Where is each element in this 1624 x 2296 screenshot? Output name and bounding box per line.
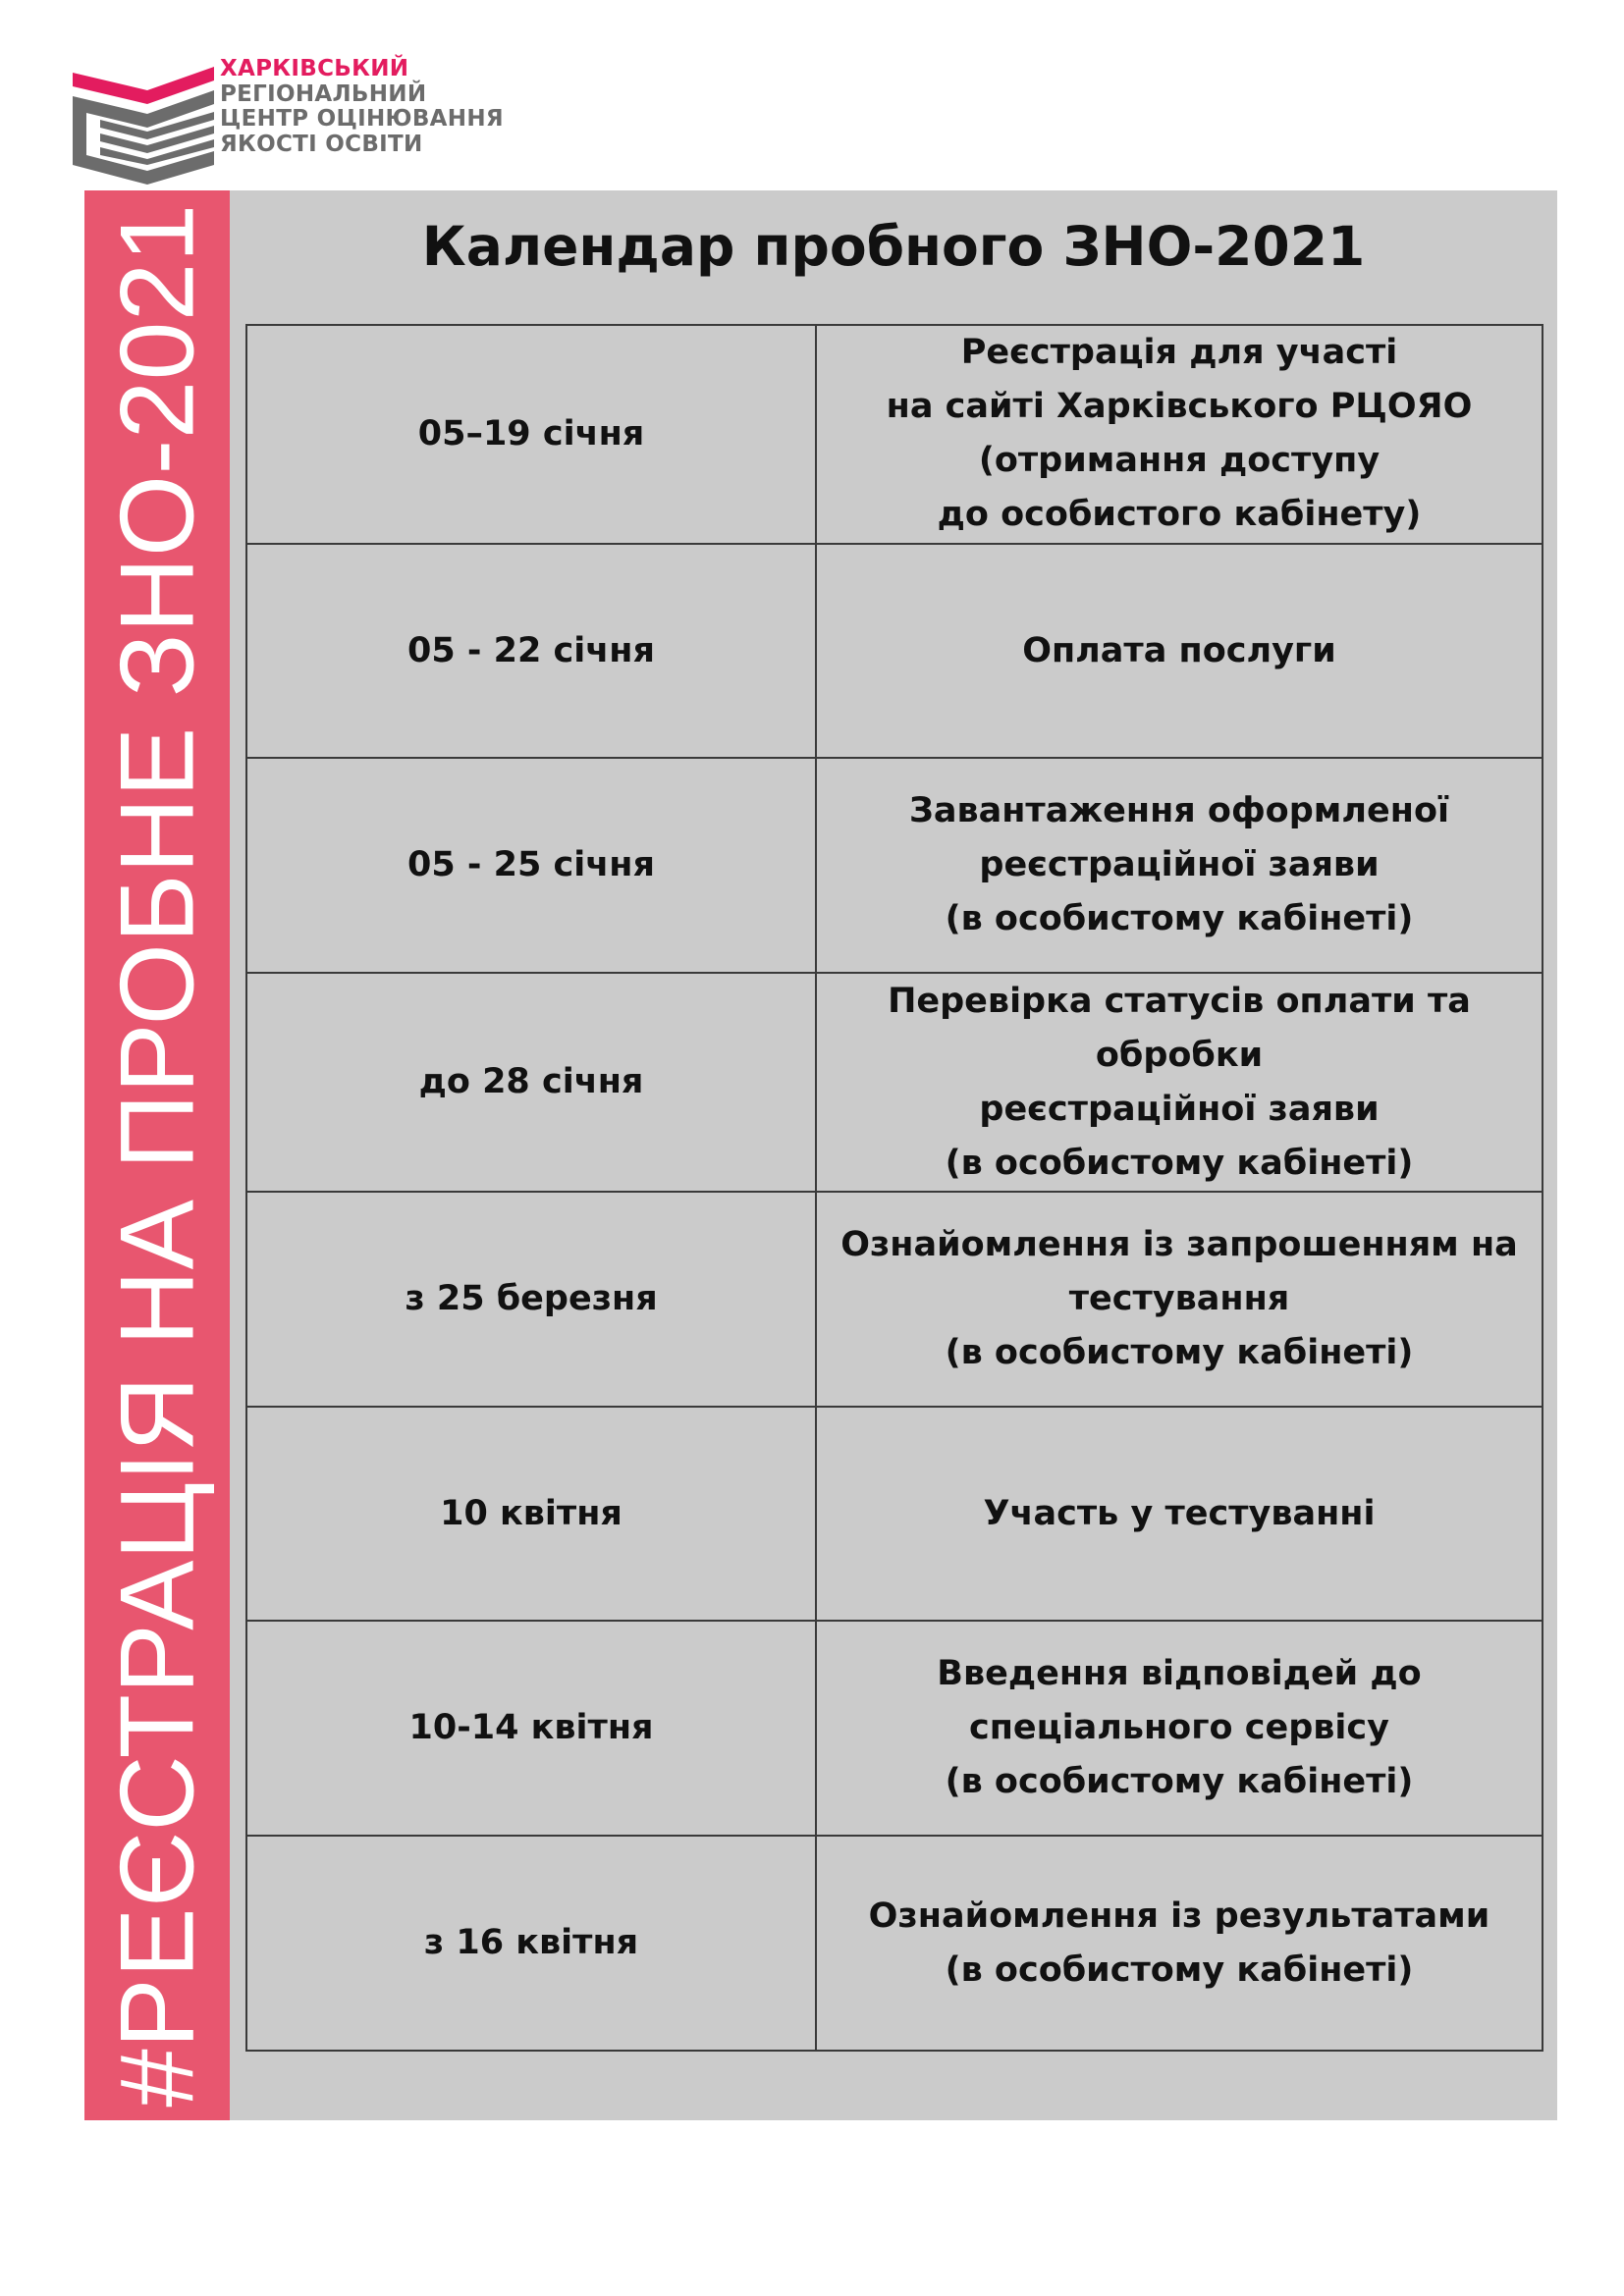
schedule-date-cell: 05 - 22 січня [246, 544, 816, 759]
logo-line-city: ХАРКІВСЬКИЙ [220, 56, 409, 81]
book-logo-icon [71, 57, 218, 185]
schedule-event-cell: Ознайомлення із результатами (в особистому кабінеті) [816, 1836, 1543, 2051]
schedule-date-cell: 10 квітня [246, 1407, 816, 1622]
table-row [246, 758, 1543, 973]
schedule-date-cell: до 28 січня [246, 973, 816, 1192]
table-row [246, 544, 1543, 759]
table-row [246, 1621, 1543, 1836]
table-row [246, 1407, 1543, 1622]
schedule-date-cell: 05 - 25 січня [246, 758, 816, 973]
schedule-table [245, 324, 1543, 2052]
logo-line-quality: ЯКОСТІ ОСВІТИ [220, 131, 423, 157]
schedule-event-cell: Завантаження оформленої реєстраційної заяви (в особистому кабінеті) [816, 758, 1543, 973]
schedule-event-cell: Ознайомлення із запрошенням на тестування (в особистому кабінеті) [816, 1192, 1543, 1407]
schedule-date-cell: з 25 березня [246, 1192, 816, 1407]
table-row [246, 1192, 1543, 1407]
schedule-date-cell: 05–19 січня [246, 325, 816, 544]
schedule-event-cell: Перевірка статусів оплати та обробки реєстраційної заяви (в особистому кабінеті) [816, 973, 1543, 1192]
logo-line-regional: РЕГІОНАЛЬНИЙ [220, 80, 427, 107]
side-banner [84, 190, 230, 2120]
table-row [246, 973, 1543, 1192]
organization-logo [71, 57, 581, 185]
schedule-date-cell: 10-14 квітня [246, 1621, 816, 1836]
schedule-event-cell: Введення відповідей до спеціального сервісу (в особистому кабінеті) [816, 1621, 1543, 1836]
schedule-date-cell: з 16 квітня [246, 1836, 816, 2051]
logo-line-center: ЦЕНТР ОЦІНЮВАННЯ [220, 106, 504, 132]
side-banner-text: #РЕЄСТРАЦІЯ НА ПРОБНЕ ЗНО-2021 [97, 203, 216, 2108]
logo-wordmark [220, 57, 504, 157]
calendar-panel [230, 190, 1557, 2120]
table-row [246, 325, 1543, 544]
schedule-event-cell: Участь у тестуванні [816, 1407, 1543, 1622]
table-row [246, 1836, 1543, 2051]
schedule-event-cell: Реєстрація для участі на сайті Харківського РЦОЯО (отримання доступу до особистого кабінету) [816, 325, 1543, 544]
page-title: Календар пробного ЗНО-2021 [421, 215, 1366, 278]
schedule-event-cell: Оплата послуги [816, 544, 1543, 759]
